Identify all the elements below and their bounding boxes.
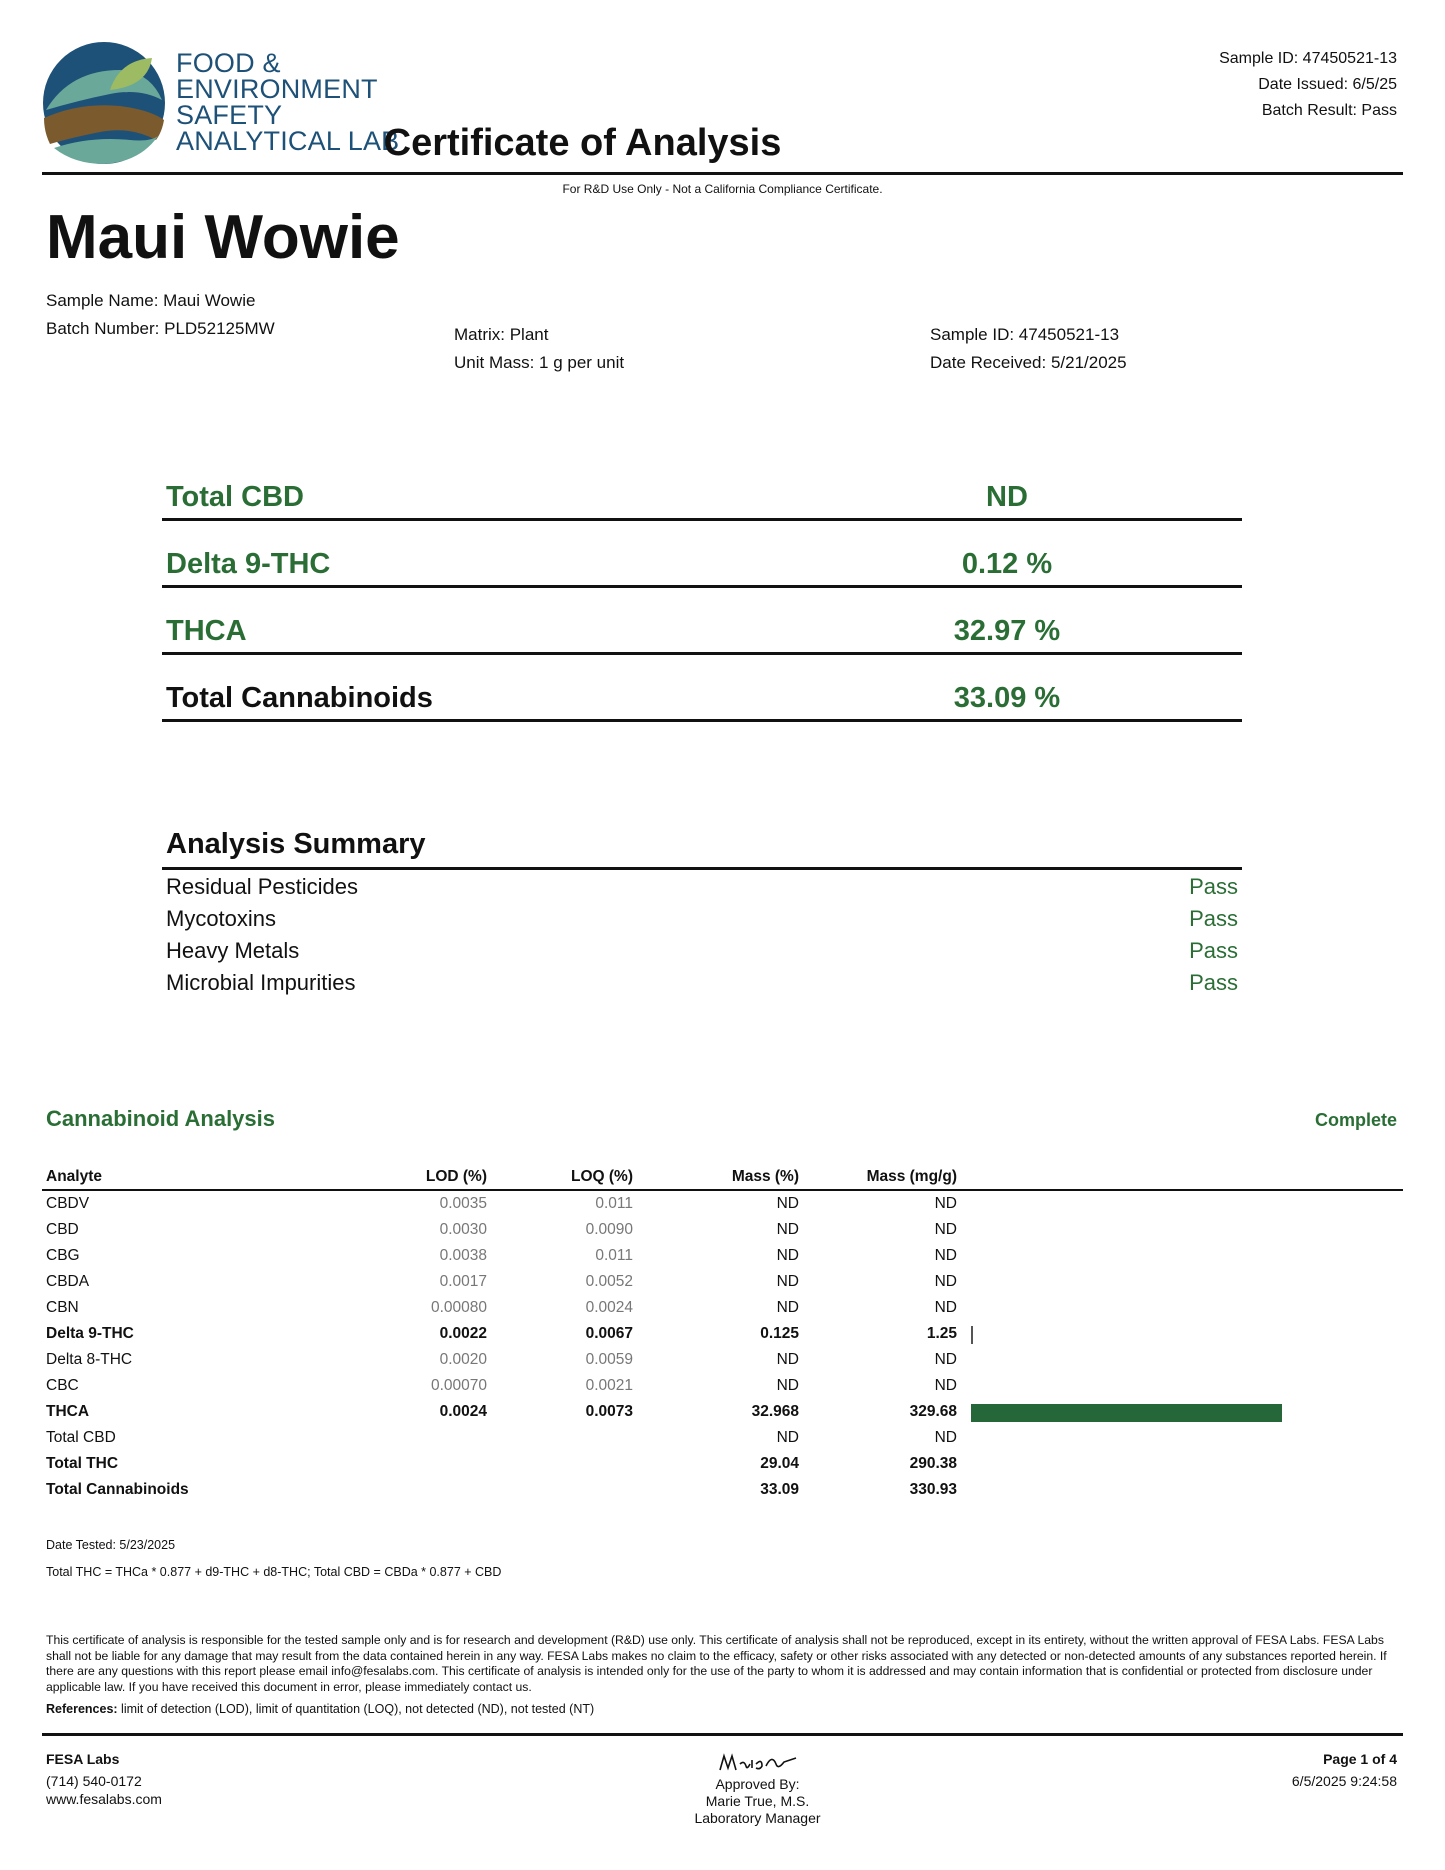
summary-row (166, 970, 1238, 1002)
mass-pct-cell: 0.125 (760, 1325, 799, 1342)
date-tested: Date Tested: 5/23/2025 (46, 1538, 176, 1552)
sample-id: Sample ID: 47450521-13 (930, 325, 1120, 344)
header-sample-id: Sample ID: 47450521-13 (1219, 50, 1397, 67)
table-row (42, 1321, 1403, 1347)
loq-cell: 0.011 (595, 1195, 633, 1212)
analyte-cell: CBN (46, 1299, 79, 1316)
approver-title: Laboratory Manager (694, 1810, 821, 1826)
lod-cell: 0.0024 (439, 1403, 487, 1420)
lod-cell: 0.00070 (430, 1377, 487, 1394)
sample-meta-mid (454, 321, 624, 377)
table-row (42, 1425, 1403, 1451)
potency-value: 32.97 % (953, 615, 1061, 647)
mass-mg-cell: ND (934, 1429, 957, 1446)
certificate-title: Certificate of Analysis (383, 122, 782, 164)
lod-cell: 0.0022 (439, 1325, 487, 1342)
mass-pct-cell: 32.968 (751, 1403, 799, 1420)
mass-mg-cell: ND (934, 1247, 957, 1264)
matrix: Matrix: Plant (454, 325, 549, 344)
summary-label: Mycotoxins (166, 906, 277, 931)
date-received: Date Received: 5/21/2025 (930, 353, 1127, 372)
analyte-cell: CBC (46, 1377, 79, 1394)
signature-icon (716, 1750, 800, 1776)
approved-by-label: Approved By: (715, 1776, 800, 1792)
cannabinoid-analysis-status: Complete (1314, 1110, 1397, 1130)
lod-cell: 0.00080 (430, 1299, 487, 1316)
header-batch-result: Batch Result: Pass (1261, 102, 1397, 119)
mass-pct-cell: ND (776, 1247, 799, 1264)
company-name: FESA Labs (46, 1751, 120, 1767)
lod-cell: 0.0038 (439, 1247, 487, 1264)
mass-mg-cell: ND (934, 1273, 957, 1290)
summary-row (166, 874, 1238, 906)
mass-mg-cell: ND (934, 1299, 957, 1316)
table-row (42, 1373, 1403, 1399)
test-notes (46, 1532, 501, 1586)
lab-name-line: FOOD & (176, 48, 281, 78)
mass-pct-cell: ND (776, 1273, 799, 1290)
mass-mg-cell: ND (934, 1221, 957, 1238)
mass-pct-cell: ND (776, 1221, 799, 1238)
potency-row-thca (162, 589, 1242, 655)
header-loq: LOQ (%) (571, 1168, 633, 1185)
header-lod: LOD (%) (425, 1168, 487, 1185)
potency-value: 0.12 % (961, 548, 1053, 580)
mass-mg-cell: 290.38 (909, 1455, 957, 1472)
analyte-cell: CBDA (46, 1273, 90, 1290)
analysis-summary-title: Analysis Summary (166, 828, 426, 860)
summary-result: Pass (1189, 938, 1238, 963)
references-label: References: (46, 1702, 118, 1716)
table-row (42, 1191, 1403, 1217)
analyte-cell: CBD (46, 1221, 79, 1238)
table-row (42, 1243, 1403, 1269)
mass-pct-cell: ND (776, 1351, 799, 1368)
header-mass-mg: Mass (mg/g) (866, 1168, 957, 1185)
potency-row-delta9-thc (162, 522, 1242, 588)
analyte-cell: Delta 9-THC (46, 1325, 134, 1342)
company-website: www.fesalabs.com (46, 1791, 162, 1807)
potency-label: Total Cannabinoids (166, 682, 433, 714)
potency-label: Total CBD (166, 481, 305, 513)
lod-cell: 0.0030 (439, 1221, 487, 1238)
footer-divider (42, 1733, 1403, 1736)
analyte-cell: Total Cannabinoids (46, 1481, 189, 1498)
mass-mg-cell: 1.25 (926, 1325, 957, 1342)
lab-name-line: SAFETY (176, 100, 283, 130)
table-body (42, 1191, 1403, 1503)
header-meta (1219, 46, 1397, 124)
summary-label: Microbial Impurities (166, 970, 356, 995)
analyte-cell: CBG (46, 1247, 80, 1264)
loq-cell: 0.0067 (585, 1325, 633, 1342)
lod-cell: 0.0020 (439, 1351, 487, 1368)
table-row (42, 1295, 1403, 1321)
lab-name-line: ENVIRONMENT (176, 74, 378, 104)
sample-meta-left (46, 287, 275, 343)
batch-number: Batch Number: PLD52125MW (46, 319, 275, 338)
analyte-cell: THCA (46, 1403, 90, 1420)
mass-pct-cell: ND (776, 1377, 799, 1394)
loq-cell: 0.0059 (585, 1351, 633, 1368)
table-row (42, 1477, 1403, 1503)
table-row (42, 1347, 1403, 1373)
print-timestamp: 6/5/2025 9:24:58 (1291, 1773, 1397, 1789)
analyte-cell: Total THC (46, 1455, 119, 1472)
mass-bar (971, 1326, 973, 1344)
table-row (42, 1217, 1403, 1243)
references (46, 1702, 594, 1716)
footer-page-info (1292, 1750, 1397, 1790)
mass-bar (971, 1404, 1282, 1422)
header-analyte: Analyte (46, 1168, 102, 1185)
loq-cell: 0.0024 (585, 1299, 633, 1316)
summary-row (166, 938, 1238, 970)
potency-row-total-cbd (162, 455, 1242, 521)
loq-cell: 0.011 (595, 1247, 633, 1264)
potency-value: 33.09 % (953, 682, 1061, 714)
formula-note: Total THC = THCa * 0.877 + d9-THC + d8-THC; Total CBD = CBDa * 0.877 + CBD (46, 1565, 502, 1579)
summary-row (166, 906, 1238, 938)
disclaimer: This certificate of analysis is responsible for the tested sample only and is for research and development (R&D) use only. This certificate of analysis shall not be reproduced, except in its entirety, without the written approval of FESA Labs. FESA Labs shall not be liable for any damage that may result from the data contained herein in any way. FESA Labs makes no claim to the efficacy, safety or other risks associated with any detected or non-detected amounts of any substances reported herein. If there are any questions with this report please email info@fesalabs.com. This certificate of analysis is intended only for the use of the party to whom it is addressed and may contain information that is confidential or protected from disclosure under applicable law. If you have received this document in error, please immediately contact us. (46, 1633, 1387, 1694)
company-phone: (714) 540-0172 (46, 1773, 142, 1789)
page-number: Page 1 of 4 (1323, 1751, 1397, 1767)
mass-pct-cell: ND (776, 1299, 799, 1316)
strain-title: Maui Wowie (46, 203, 400, 272)
mass-mg-cell: ND (934, 1351, 957, 1368)
mass-pct-cell: ND (776, 1195, 799, 1212)
mass-pct-cell: 29.04 (760, 1455, 799, 1472)
lod-cell: 0.0017 (439, 1273, 487, 1290)
mass-mg-cell: ND (934, 1195, 957, 1212)
header-date-issued: Date Issued: 6/5/25 (1258, 76, 1397, 93)
table-row (42, 1269, 1403, 1295)
summary-label: Residual Pesticides (166, 874, 358, 899)
mass-mg-cell: 330.93 (909, 1481, 957, 1498)
mass-pct-cell: 33.09 (760, 1481, 799, 1498)
cannabinoid-table (42, 1164, 1403, 1503)
mass-mg-cell: 329.68 (909, 1403, 957, 1420)
references-text: limit of detection (LOD), limit of quantitation (LOQ), not detected (ND), not tested (NT) (117, 1702, 595, 1716)
sample-meta-right (930, 321, 1127, 377)
loq-cell: 0.0052 (585, 1273, 633, 1290)
approver-name: Marie True, M.S. (705, 1793, 810, 1809)
potency-row-total-cannabinoids (162, 656, 1242, 722)
header-mass-pct: Mass (%) (731, 1168, 799, 1185)
summary-label: Heavy Metals (166, 938, 300, 963)
potency-label: THCA (166, 615, 247, 647)
analysis-summary-divider (162, 867, 1242, 870)
table-row (42, 1399, 1403, 1425)
potency-value: ND (986, 481, 1028, 513)
certificate-title-row (0, 122, 1445, 165)
cannabinoid-analysis-title: Cannabinoid Analysis (46, 1106, 276, 1131)
summary-result: Pass (1189, 906, 1238, 931)
mass-mg-cell: ND (934, 1377, 957, 1394)
table-row (42, 1451, 1403, 1477)
potency-label: Delta 9-THC (166, 548, 331, 580)
unit-mass: Unit Mass: 1 g per unit (454, 353, 625, 372)
loq-cell: 0.0021 (585, 1377, 633, 1394)
analyte-cell: CBDV (46, 1195, 90, 1212)
lod-cell: 0.0035 (439, 1195, 487, 1212)
analyte-cell: Total CBD (46, 1429, 116, 1446)
loq-cell: 0.0073 (585, 1403, 633, 1420)
footer-approval (0, 1750, 1445, 1827)
rd-use-note: For R&D Use Only - Not a California Compliance Certificate. (562, 182, 883, 196)
loq-cell: 0.0090 (585, 1221, 633, 1238)
summary-result: Pass (1189, 970, 1238, 995)
table-header (42, 1164, 1403, 1191)
analyte-cell: Delta 8-THC (46, 1351, 133, 1368)
header-divider (42, 172, 1403, 175)
sample-name: Sample Name: Maui Wowie (46, 291, 256, 310)
lab-name-line: ANALYTICAL LAB (176, 126, 400, 156)
mass-pct-cell: ND (776, 1429, 799, 1446)
summary-result: Pass (1189, 874, 1238, 899)
